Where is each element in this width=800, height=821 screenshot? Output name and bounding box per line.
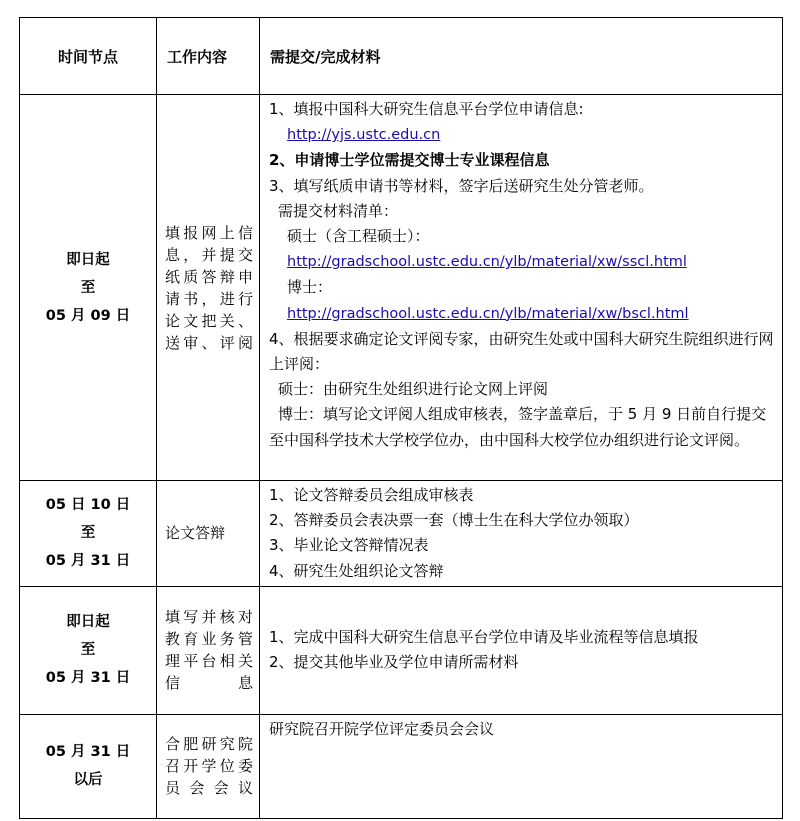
yjs-platform-link[interactable]: http://yjs.ustc.edu.cn: [287, 127, 441, 144]
header-work: 工作内容: [157, 18, 260, 95]
schedule-table: [19, 17, 783, 819]
task-cell: 填写并核对教育业务管理平台相关信息: [157, 586, 260, 714]
task-cell: 论文答辩: [157, 481, 260, 587]
date-cell: 即日起 至 05 月 31 日: [20, 586, 157, 714]
master-materials-link[interactable]: http://gradschool.ustc.edu.cn/ylb/material/xw/sscl.html: [287, 254, 687, 271]
date-cell: 即日起 至 05 月 09 日: [20, 95, 157, 481]
materials-cell: 1、论文答辩委员会组成审核表 2、答辩委员会表决票一套（博士生在科大学位办领取） 3、毕业论文答辩情况表 4、研究生处组织论文答辩: [260, 481, 783, 587]
table-row: [20, 586, 783, 714]
header-time: 时间节点: [20, 18, 157, 95]
task-cell: 合肥研究院召开学位委员会会议: [157, 714, 260, 818]
date-cell: 05 日 10 日 至 05 月 31 日: [20, 481, 157, 587]
header-materials: 需提交/完成材料: [260, 18, 783, 95]
table-row: [20, 714, 783, 818]
phd-materials-link[interactable]: http://gradschool.ustc.edu.cn/ylb/material/xw/bscl.html: [287, 305, 689, 322]
date-cell: 05 月 31 日 以后: [20, 714, 157, 818]
materials-cell: 1、填报中国科大研究生信息平台学位申请信息: http://yjs.ustc.edu.cn 2、申请博士学位需提交博士专业课程信息 3、填写纸质申请书等材料，签字后送研究生处分管老师。 需提交材料清单： 硕士（含工程硕士）： http://gradschool.ustc.edu.cn/ylb/material/xw/sscl.html 博士： http://gradschool.ustc.edu.cn/ylb/material/xw/bscl.html 4、根据要求确定论文评阅专家，由研究生处或中国科大研究生院组织进行网上评阅： 硕士：由研究生处组织进行论文网上评阅 博士：填写论文评阅人组成审核表，签字盖章后，于 5 月 9 日前自行提交至中国科学技术大学校学位办，由中国科大校学位办组织进行论文评阅。: [260, 95, 783, 481]
table-row: [20, 95, 783, 481]
materials-cell: 1、完成中国科大研究生信息平台学位申请及毕业流程等信息填报 2、提交其他毕业及学位申请所需材料: [260, 586, 783, 714]
task-cell: 填报网上信息，并提交纸质答辩申请书，进行论文把关、送审、评阅: [157, 95, 260, 481]
table-row: [20, 481, 783, 587]
header-row: [20, 18, 783, 95]
materials-cell: 研究院召开院学位评定委员会会议: [260, 714, 783, 818]
